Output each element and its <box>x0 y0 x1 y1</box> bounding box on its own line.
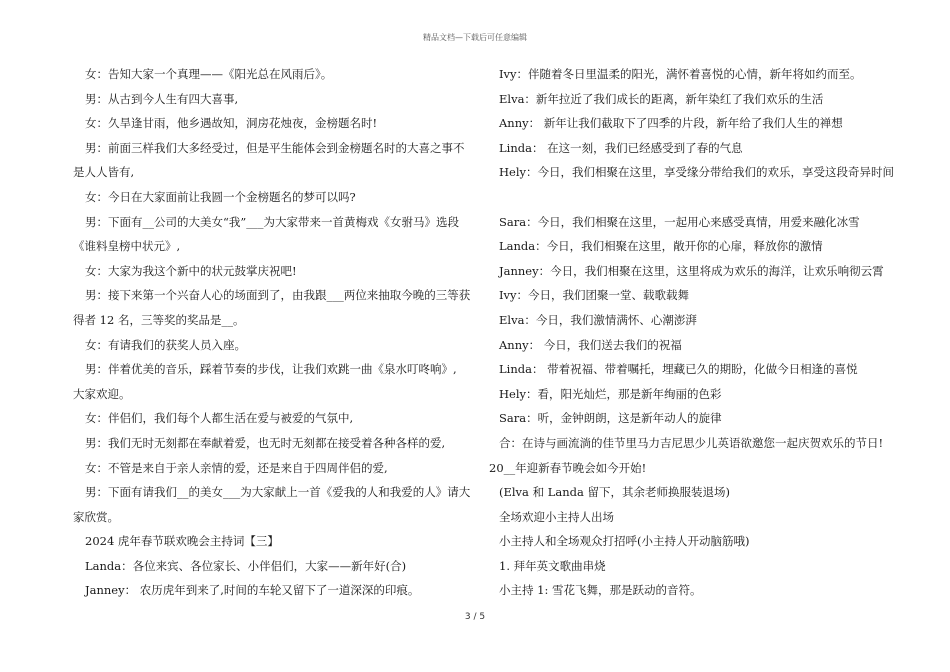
paragraph-line: 小主持人和全场观众打招呼(小主持人开动脑筋哦) <box>499 534 750 549</box>
paragraph-line: 男：我们无时无刻都在奉献着爱，也无时无刻都在接受着各种各样的爱, <box>85 435 446 450</box>
paragraph-line: 大家欢迎。 <box>73 386 131 401</box>
paragraph-line: 家欣赏。 <box>73 509 119 524</box>
section-heading: 2024 虎年春节联欢晚会主持词【三】 <box>85 534 279 549</box>
paragraph-line: Sara：今日，我们相聚在这里，一起用心来感受真情，用爱来融化冰雪 <box>499 214 860 229</box>
paragraph-line: 男：接下来第一个兴奋人心的场面到了，由我跟___两位来抽取今晚的三等获 <box>85 288 471 303</box>
paragraph-line: (Elva 和 Landa 留下，其余老师换服装退场) <box>499 485 730 500</box>
blank-line <box>489 185 889 210</box>
paragraph-line: 男：下面有__公司的大美女“我”___为大家带来一首黄梅戏《女驸马》选段 <box>85 214 460 229</box>
paragraph-line: 20__年迎新春节晚会如今开始! <box>489 460 647 475</box>
paragraph-line: Elva：今日，我们激情满怀、心潮澎湃 <box>499 312 697 327</box>
paragraph-line: 男：前面三样我们大多经受过，但是平生能体会到金榜题名时的大喜之事不 <box>85 140 465 155</box>
paragraph-line: Sara：听，金钟朗朗，这是新年动人的旋律 <box>499 411 722 426</box>
paragraph-line: Janney： 农历虎年到来了,时间的车轮又留下了一道深深的印痕。 <box>85 583 420 598</box>
paragraph-line: Ivy：伴随着冬日里温柔的阳光，满怀着喜悦的心情，新年将如约而至。 <box>499 67 862 81</box>
left-column <box>73 62 471 603</box>
paragraph-line: 女：伴侣们，我们每个人都生活在爱与被爱的气氛中, <box>85 411 354 426</box>
paragraph-line: Linda： 在这一刻，我们已经感受到了春的气息 <box>499 140 743 155</box>
paragraph-line: Linda： 带着祝福、带着嘱托，埋藏已久的期盼，化做今日相逢的喜悦 <box>499 362 858 377</box>
paragraph-line: Elva：新年拉近了我们成长的距离，新年染红了我们欢乐的生活 <box>499 91 824 106</box>
paragraph-line: 是人人皆有, <box>73 165 135 180</box>
paragraph-line: 小主持 1: 雪花飞舞，那是跃动的音符。 <box>499 583 702 598</box>
paragraph-line: Janney：今日，我们相聚在这里，这里将成为欢乐的海洋，让欢乐响彻云霄 <box>499 263 884 278</box>
paragraph-line: Anny： 今日，我们送去我们的祝福 <box>499 337 682 352</box>
paragraph-line: 1. 拜年英文歌曲串烧 <box>499 558 606 573</box>
paragraph-line: 女：告知大家一个真理——《阳光总在风雨后》。 <box>85 67 333 81</box>
page-number: 3 / 5 <box>464 612 486 622</box>
paragraph-line: Hely：看，阳光灿烂，那是新年绚丽的色彩 <box>499 386 722 401</box>
paragraph-line: 女：久旱逢甘雨，他乡遇故知，洞房花烛夜，金榜题名时! <box>85 116 378 131</box>
paragraph-line: Landa：今日，我们相聚在这里，敞开你的心扉，释放你的激情 <box>499 239 823 254</box>
paragraph-line: Landa：各位来宾、各位家长、小伴侣们，大家——新年好(合) <box>85 558 407 573</box>
paragraph-line: 全场欢迎小主持人出场 <box>499 509 614 524</box>
paragraph-line: 女：今日在大家面前让我圆一个金榜题名的梦可以吗? <box>85 189 356 204</box>
paragraph-line: 男：从古到今人生有四大喜事, <box>85 91 239 106</box>
paragraph-line: 合：在诗与画流淌的佳节里马力吉尼思少儿英语欲邀您一起庆贺欢乐的节日! <box>499 435 884 450</box>
page-header: 精品文档—下载后可任意编辑 <box>423 33 527 42</box>
right-column <box>489 62 895 603</box>
paragraph-line: 《谁料皇榜中状元》, <box>73 239 181 254</box>
paragraph-line: Anny： 新年让我们截取下了四季的片段，新年给了我们人生的禅想 <box>499 116 843 131</box>
paragraph-line: Ivy：今日，我们团聚一堂、载歌载舞 <box>499 288 690 303</box>
paragraph-line: 女：不管是来自于亲人亲情的爱，还是来自于四周伴侣的爱, <box>85 460 388 475</box>
paragraph-line: 女：大家为我这个新中的状元鼓掌庆祝吧! <box>85 263 297 278</box>
paragraph-line: 女：有请我们的获奖人员入座。 <box>85 337 246 352</box>
paragraph-line: 男：下面有请我们__的美女___为大家献上一首《爱我的人和我爱的人》请大 <box>85 485 471 500</box>
paragraph-line: Hely：今日，我们相聚在这里，享受缘分带给我们的欢乐，享受这段奇异时间 <box>499 165 895 180</box>
paragraph-line: 男：伴着优美的音乐，踩着节奏的步伐，让我们欢跳一曲《泉水叮咚响》, <box>85 362 457 377</box>
paragraph-line: 得者 12 名，三等奖的奖品是__。 <box>73 312 245 327</box>
